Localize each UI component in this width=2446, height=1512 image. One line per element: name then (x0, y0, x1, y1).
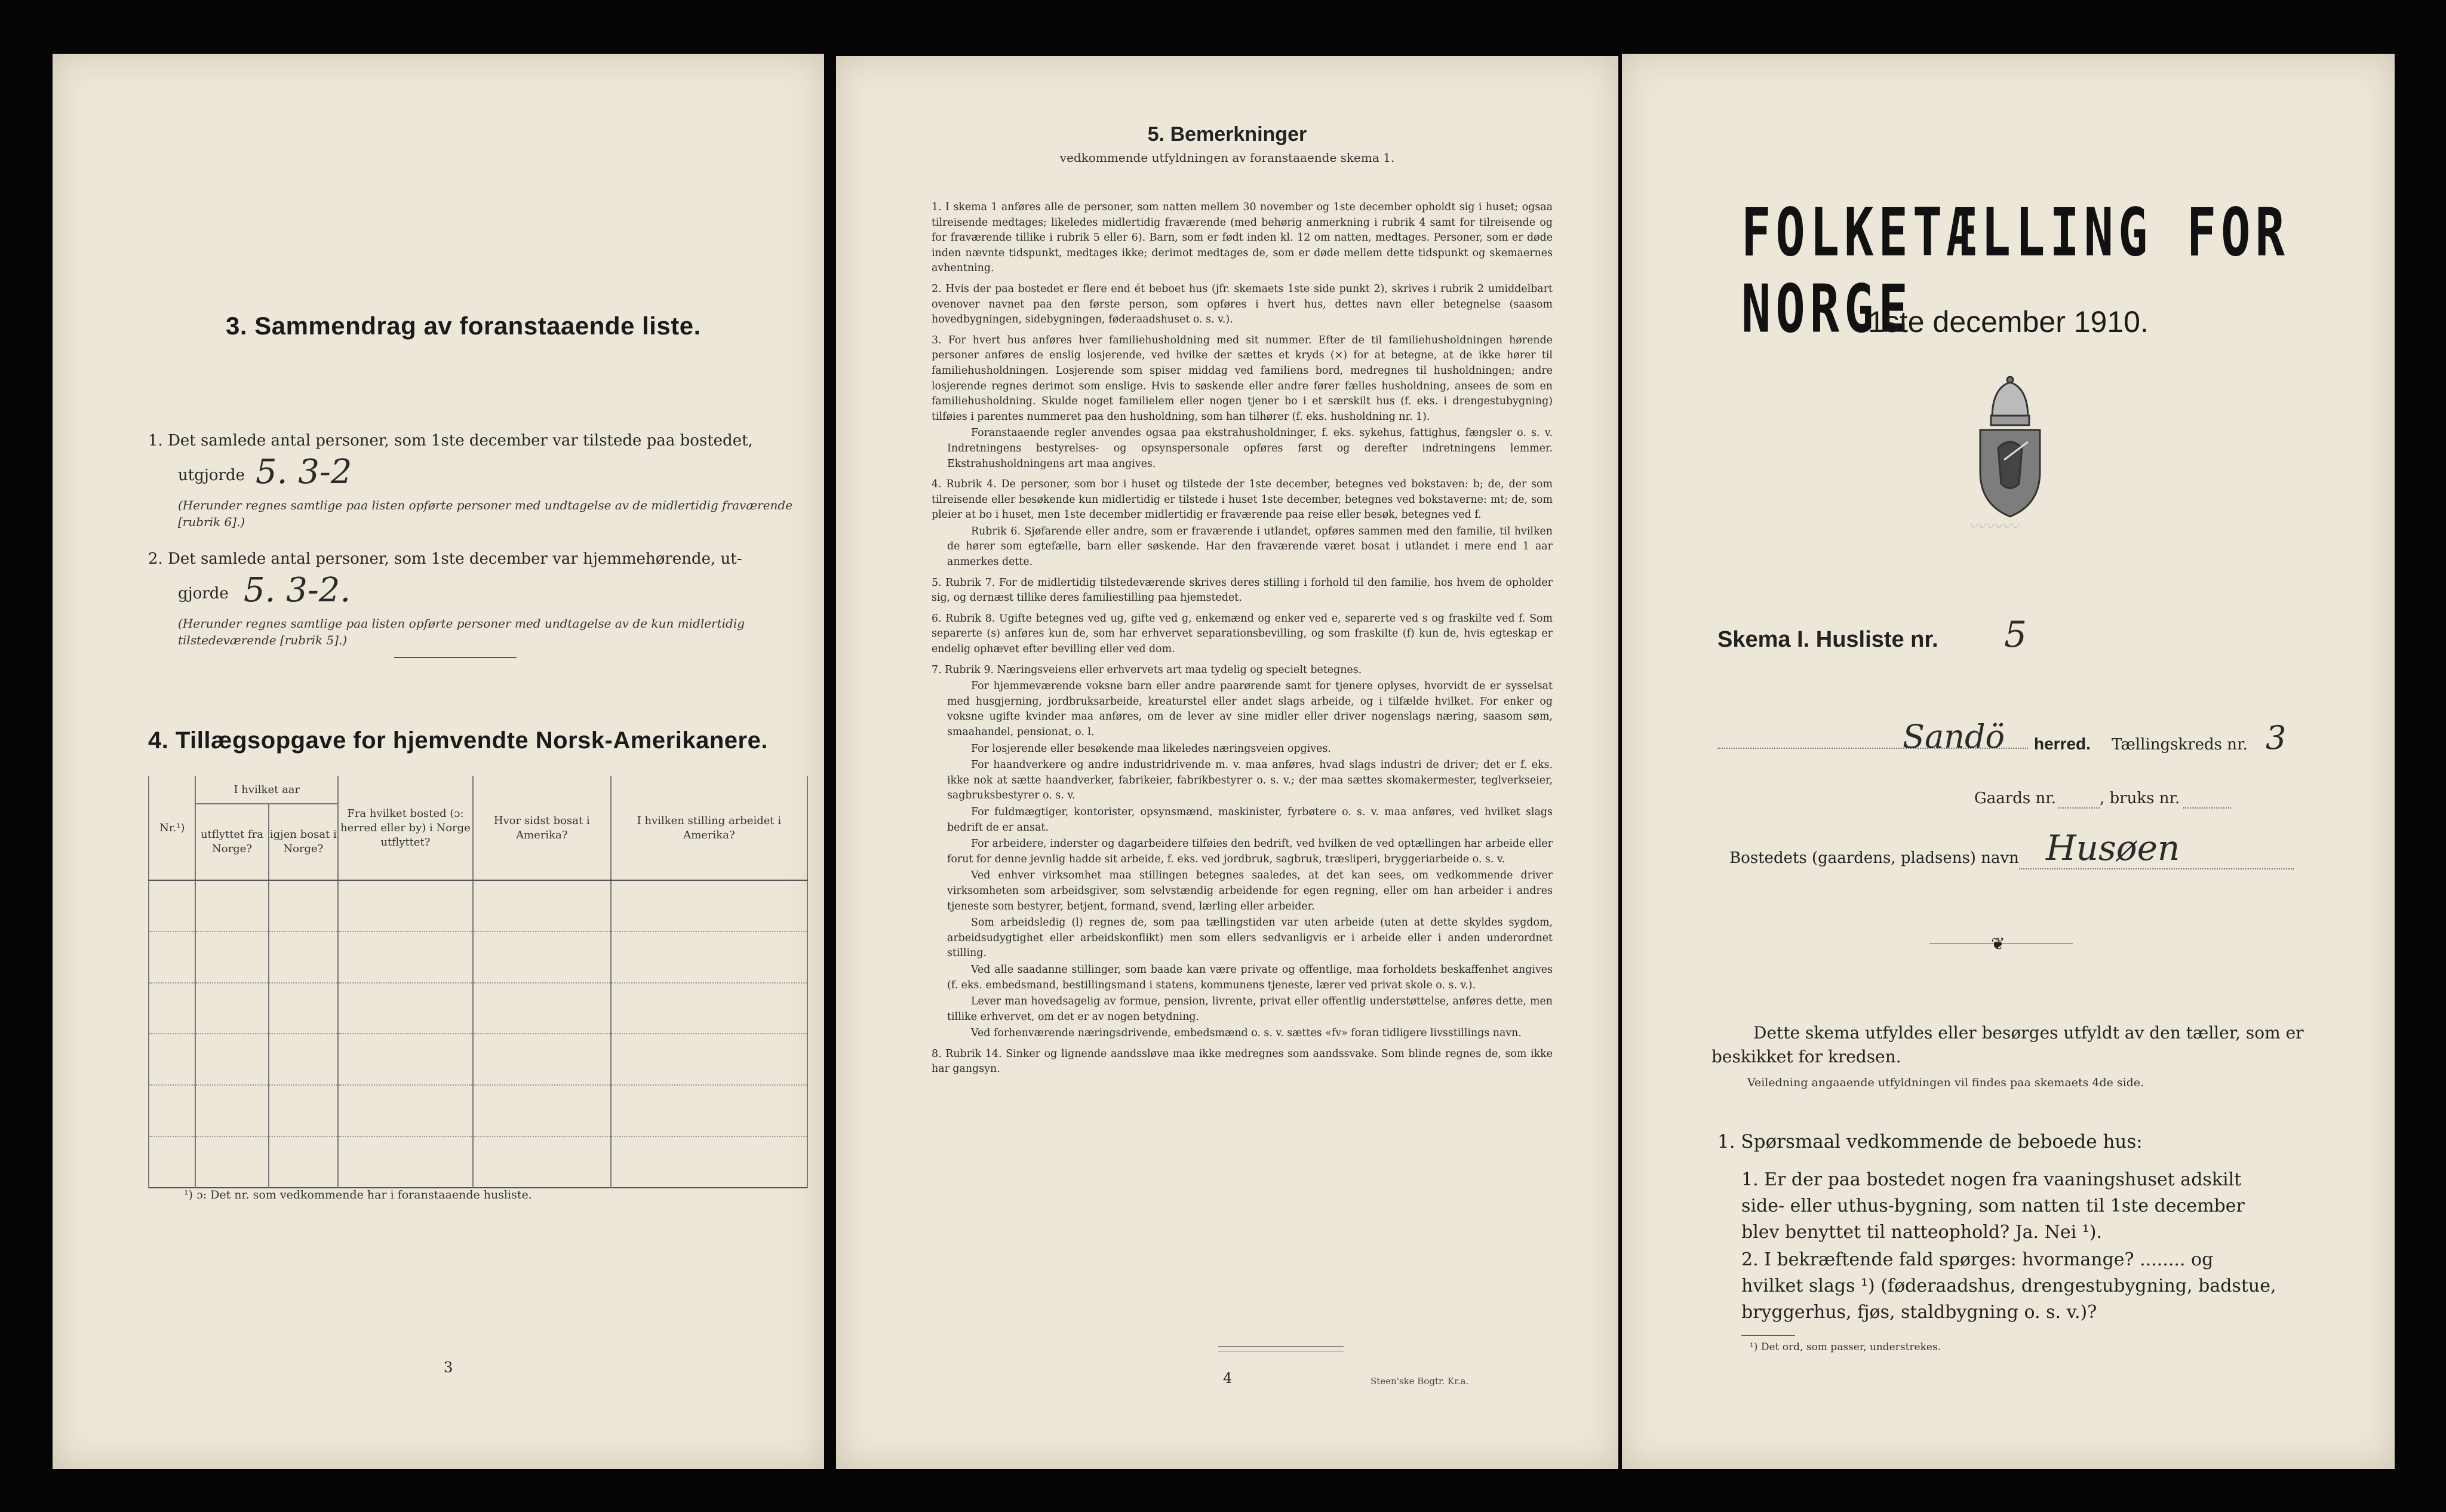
husliste-nr-value: 5 (2004, 614, 2027, 656)
remark-paragraph: For fuldmægtiger, kontorister, opsynsmænd, maskinister, fyrbøtere o. s. v. maa anføres, ved hvilket slags bedrift de er ansat. (947, 806, 1553, 834)
footnote: ¹) Det ord, som passer, understrekes. (1750, 1341, 1941, 1353)
header-nr: Nr.¹) (149, 776, 195, 880)
header-stilling: I hvilken stilling arbeidet i Amerika? (611, 776, 807, 880)
instruction-text: Dette skema utfyldes eller besørges utfyldt av den tæller, som er beskikket for kredsen. (1711, 1023, 2304, 1067)
remark-paragraph: 4. Rubrik 4. De personer, som bor i huset og tilstede der 1ste december, betegnes ved bokstaven: b; de, der som tilreisende eller besøkende kun midlertidig er tilstede i huset 1ste december, betegnes ved bokstaverne: mt; de, som pleier at bo i huset, men 1ste december midlertidig er fraværende paa reise eller besøk, betegnes ved f. (932, 478, 1553, 521)
summary-item2-label: gjorde (178, 585, 229, 603)
remark-paragraph: 6. Rubrik 8. Ugifte betegnes ved ug, gifte ved g, enkemænd og enker ved e, separerte ved s og fraskilte ved f. Som separerte (s) anføres kun de, som har erhvervet separationsbevilling, og som fraskilte (f) kun de, hvis egteskap er endelig ophævet efter bevilling eller ved dom. (932, 612, 1553, 656)
summary-item2: 2. Det samlede antal personer, som 1ste december var hjemmehørende, ut- (148, 550, 742, 568)
table-row (149, 880, 807, 932)
remark-paragraph: Som arbeidsledig (l) regnes de, som paa tællingstiden var uten arbeide (uten at dette skyldes sygdom, arbeidsudygtighet eller arbeidskonflikt) men som ellers sedvanligvis er i arbeide eller i anden underordnet stilling. (947, 917, 1553, 960)
faint-signature: 〰〰〰 (1968, 517, 2019, 536)
remark-paragraph: Foranstaaende regler anvendes ogsaa paa ekstrahusholdninger, f. eks. sykehus, fattighus, fængsler o. s. v. Indretningens bestyrelses- og opsynspersonale opføres først og derefter indretningens lemmer. Ekstrahusholdningens art maa angives. (947, 427, 1553, 470)
summary-item1-label: utgjorde (178, 466, 245, 484)
remarks-list (932, 195, 1553, 1077)
remark-paragraph: Lever man hovedsagelig av formue, pension, livrente, privat eller offentlig understøttelse, anføres dette, men tillike erhvervet, om det er av nogen betydning. (947, 995, 1553, 1023)
herred-label: herred. (2034, 735, 2091, 753)
remark-paragraph: For hjemmeværende voksne barn eller andre paarørende samt for tjenere oplyses, hvorvidt de er sysselsat med husgjerning, jordbruksarbeide, kreaturstel eller andet slags arbeide, og i tilfælde hvilket. For enker og voksne ugifte kvinder maa anføres, om de lever av sine midler eller driver nogenslags næring, saasom søm, smaahandel, pensionat, o. l. (947, 680, 1553, 738)
bruks-label: , bruks nr. (2100, 789, 2180, 807)
header-utflyttet: utflyttet fra Norge? (195, 804, 268, 880)
table-footnote: ¹) ɔ: Det nr. som vedkommende har i foranstaaende husliste. (184, 1188, 532, 1201)
remark-paragraph: 3. For hvert hus anføres hver familiehusholdning med sit nummer. Efter de til familiehusholdningen hørende personer anføres de enslig losjerende, ved hvilke der sættes et kryds (×) for at betegne, at de ikke hører til familiehusholdningen. Losjerende som spiser middag ved familiens bord, medregnes til husholdningen; andre losjerende regnes derimot som enslige. Hvis to søskende eller andre fører fælles husholdning, ansees de som en familiehusholdning. Skulde noget familielem eller nogen tjener bo i et særskilt hus (f. eks. i drengestubygning) tilføies i parentes nummeret paa den husholdning, som han tilhører (f. eks. husholdning nr. 1). (932, 334, 1553, 423)
printer-credit: Steen'ske Bogtr. Kr.a. (1371, 1376, 1469, 1387)
remarks-subtitle: vedkommende utfyldningen av foranstaaende skema 1. (1059, 150, 1395, 165)
left-page (53, 54, 824, 1469)
table-row (149, 983, 807, 1034)
question-1: 1. Er der paa bostedet nogen fra vaaningshuset adskilt side- eller uthus-bygning, som natten til 1ste december blev benyttet til natteophold? Ja. Nei ¹). (1741, 1169, 2245, 1243)
bosted-value: Husøen (2046, 828, 2180, 868)
remark-paragraph: Ved forhenværende næringsdrivende, embedsmænd o. s. v. sættes «fv» foran tidligere livsstillings navn. (971, 1027, 1522, 1040)
table-row (149, 1034, 807, 1085)
summary-item1-value: 5. 3-2 (256, 453, 352, 491)
remark-paragraph: 2. Hvis der paa bostedet er flere end ét beboet hus (jfr. skemaets 1ste side punkt 2), skrives i rubrik 2 umiddelbart ovenover navnet paa den første person, som opføres i hvert hus, dettes navn eller betegnelse (saasom hovedbygningen, sidebygningen, føderaadshuset o. s. v.). (932, 282, 1553, 326)
divider (1218, 1346, 1344, 1347)
remark-paragraph: Rubrik 6. Sjøfarende eller andre, som er fraværende i utlandet, opføres sammen med den familie, til hvilken de hører som egtefælle, barn eller søskende. Har den fraværende været bosat i utlandet i mere end 1 aar anmerkes dette. (947, 525, 1553, 568)
middle-page (836, 56, 1618, 1469)
header-igjen: igjen bosat i Norge? (269, 804, 339, 880)
census-date: 1ste december 1910. (1868, 305, 2149, 339)
page-number: 4 (1223, 1370, 1233, 1387)
divider (1741, 1335, 1795, 1336)
section3-title: 3. Sammendrag av foranstaaende liste. (226, 312, 701, 340)
remark-paragraph: Ved enhver virksomhet maa stillingen betegnes saaledes, at det kan sees, om vedkommende driver virksomheten som arbeidsgiver, som selvstændig arbeidende for egen regning, eller om han arbeider i andres tjeneste som bestyrer, betjent, formand, svend, lærling eller arbeider. (947, 869, 1553, 912)
question-2: 2. I bekræftende fald spørges: hvormange? ........ og hvilket slags ¹) (føderaadshus, drengestubygning, badstue, bryggerhus, fjøs, staldbygning o. s. v.)? (1741, 1249, 2276, 1323)
bruks-line (2183, 806, 2231, 809)
remark-paragraph: For losjerende eller besøkende maa likeledes næringsveien opgives. (971, 742, 1331, 755)
summary-item1: 1. Det samlede antal personer, som 1ste december var tilstede paa bostedet, (148, 432, 753, 450)
remarks-title: 5. Bemerkninger (1147, 123, 1307, 146)
divider (394, 657, 517, 658)
remark-paragraph: 7. Rubrik 9. Næringsveiens eller erhvervets art maa tydelig og specielt betegnes. (932, 663, 1362, 676)
kreds-label: Tællingskreds nr. (2112, 736, 2248, 754)
herred-value: Sandö (1903, 718, 2005, 755)
page-number: 3 (444, 1359, 453, 1376)
remark-paragraph: 1. I skema 1 anføres alle de personer, som natten mellem 30 november og 1ste december opholdt sig i huset; ogsaa tilreisende medtages; likeledes midlertidig fraværende (med behørig anmerkning i rubrik 4 samt for tilreisende og for fraværende tillike i rubrik 5 eller 6). Barn, som er født inden kl. 12 om natten, medtages. Personer, som er døde inden nævnte tidspunkt, medtages ikke; derimot medtages de, som er døde mellem dette tidspunkt og skemaernes avhentning. (932, 201, 1553, 275)
table-row (149, 932, 807, 983)
norsk-amerikanere-table (148, 776, 808, 1188)
bosted-label: Bostedets (gaardens, pladsens) navn (1729, 849, 2019, 867)
remark-paragraph: For arbeidere, inderster og dagarbeidere tilføies den bedrift, ved hvilken de ved optællingen har arbeide eller forut for denne jevnlig hadde sit arbeide, f. eks. ved jordbruk, sagbruk, træsliperi, bryggeriarbeide o. s. v. (947, 838, 1553, 865)
header-hvor-sidst: Hvor sidst bosat i Amerika? (473, 776, 611, 880)
header-fra-hvilket: Fra hvilket bosted (ɔ: herred eller by) i Norge utflyttet? (338, 776, 473, 880)
kreds-value: 3 (2266, 719, 2287, 757)
table-row (149, 1136, 807, 1188)
coat-of-arms-icon (1968, 376, 2052, 522)
ornament-icon: ❦ (1991, 934, 2005, 954)
summary-item1-note: (Herunder regnes samtlige paa listen opførte personer med undtagelse av de midlertidig fraværende [rubrik 6].) (178, 498, 793, 529)
remark-paragraph: Ved alle saadanne stillinger, som baade kan være private og offentlige, maa forholdets beskaffenhet angives (f. eks. embedsmand, bestillingsmand i statens, kommunens tjeneste, lærer ved privat skole o. s. v.). (947, 963, 1553, 991)
instruction-sub: Veiledning angaaende utfyldningen vil findes paa skemaets 4de side. (1747, 1076, 2144, 1089)
gaards-label: Gaards nr. (1974, 789, 2057, 807)
remark-paragraph: For haandverkere og andre industridrivende m. v. maa anføres, hvad slags industri de driver; det er f. eks. ikke nok at sætte haandverker, fabrikeier, fabrikbestyrer o. s. v.; der maa sættes skomakermester, teglverkseier, sagbruksbestyrer o. s. v. (947, 759, 1553, 802)
remark-paragraph: 5. Rubrik 7. For de midlertidig tilstedeværende skrives deres stilling i forhold til den familie, hos hvem de opholder sig, og dernæst tillike deres familiestilling paa hjemstedet. (932, 576, 1553, 604)
skema-label: Skema I. Husliste nr. (1717, 627, 1938, 652)
section4-title: 4. Tillægsopgave for hjemvendte Norsk-Amerikanere. (148, 727, 768, 754)
summary-item2-note: (Herunder regnes samtlige paa listen opførte personer med undtagelse av de kun midlertidig tilstedeværende [rubrik 5].) (178, 616, 745, 647)
table-row (149, 1085, 807, 1136)
questions-title: 1. Spørsmaal vedkommende de beboede hus: (1717, 1131, 2143, 1153)
remark-paragraph: 8. Rubrik 14. Sinker og lignende aandssløve maa ikke medregnes som aandssvake. Som blinde regnes de, som ikke har gangsyn. (932, 1047, 1553, 1075)
header-hvilket-aar: I hvilket aar (195, 776, 338, 804)
gaards-line (2058, 806, 2100, 809)
summary-item2-value: 5. 3-2. (244, 571, 351, 610)
main-title: FOLKETÆLLING FOR NORGE (1741, 195, 2290, 348)
right-page (1622, 54, 2395, 1469)
